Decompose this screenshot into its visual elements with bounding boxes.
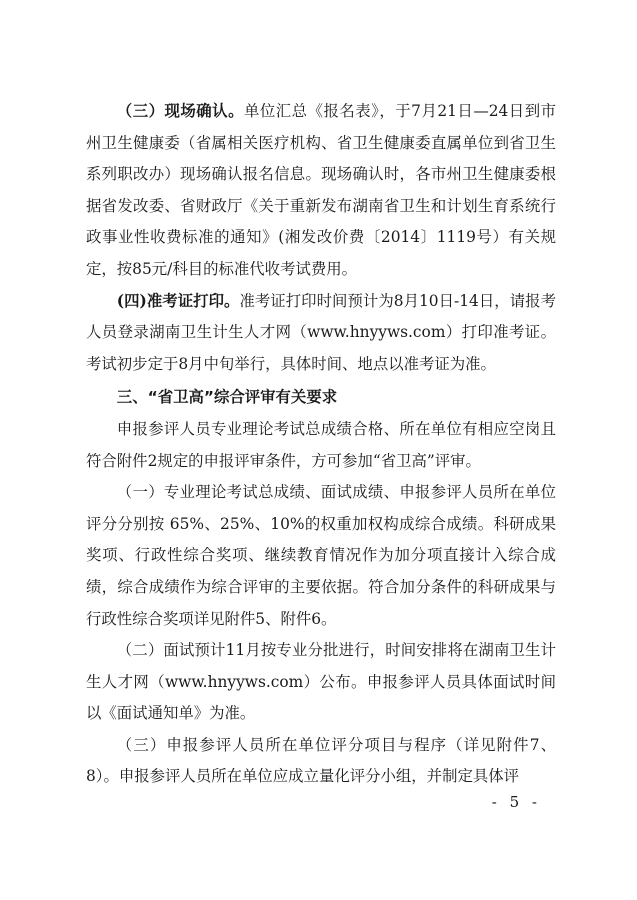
- paragraph-eligibility: 申报参评人员专业理论考试总成绩合格、所在单位有相应空岗且符合附件2规定的申报评审条件，方可参加“省卫高”评审。: [86, 419, 556, 470]
- paragraph-lead: (四)准考证打印。: [116, 291, 240, 310]
- paragraph-score-weights: （一）专业理论考试总成绩、面试成绩、申报参评人员所在单位评分分别按 65%、25%、10%的权重加权构成综合成绩。科研成果奖项、行政性综合奖项、继续教育情况作为加分项直接计入综合成绩，综合成绩作为综合评审的主要依据。符合加分条件的科研成果与行政性综合奖项详见附件5、附件6。: [86, 483, 556, 628]
- page-number: - 5 -: [491, 793, 541, 811]
- section-heading: 三、“省卫高”综合评审有关要求: [116, 388, 338, 407]
- paragraph-text: 单位汇总《报名表》，于7月21日—24日到市州卫生健康委（省属相关医疗机构、省卫生健康委直属单位到省卫生系列职改办）现场确认报名信息。现场确认时，各市州卫生健康委根据省发改委、省财政厅《关于重新发布湖南省卫生和计划生育系统行政事业性收费标准的通知》(湘发改价费〔2014〕1119号）有关规定，按85元/科目的标准代收考试费用。: [86, 102, 556, 278]
- paragraph-lead: （三）现场确认。: [116, 102, 244, 120]
- paragraph-admission-ticket: [86, 286, 556, 381]
- paragraph-unit-scoring: （三）申报参评人员所在单位评分项目与程序（详见附件7、8）。申报参评人员所在单位应成立量化评分小组，并制定具体评: [86, 735, 556, 786]
- paragraph-on-site-confirmation: [86, 96, 556, 286]
- paragraph-text: 准考证打印时间预计为8月10日-14日，请报考人员登录湖南卫生计生人才网（www.hnyyws.com）打印准考证。考试初步定于8月中旬举行，具体时间、地点以准考证为准。: [86, 291, 556, 373]
- document-body: [86, 96, 556, 793]
- paragraph-interview: （二）面试预计11月按专业分批进行，时间安排将在湖南卫生计生人才网（www.hnyyws.com）公布。申报参评人员具体面试时间以《面试通知单》为准。: [86, 641, 556, 723]
